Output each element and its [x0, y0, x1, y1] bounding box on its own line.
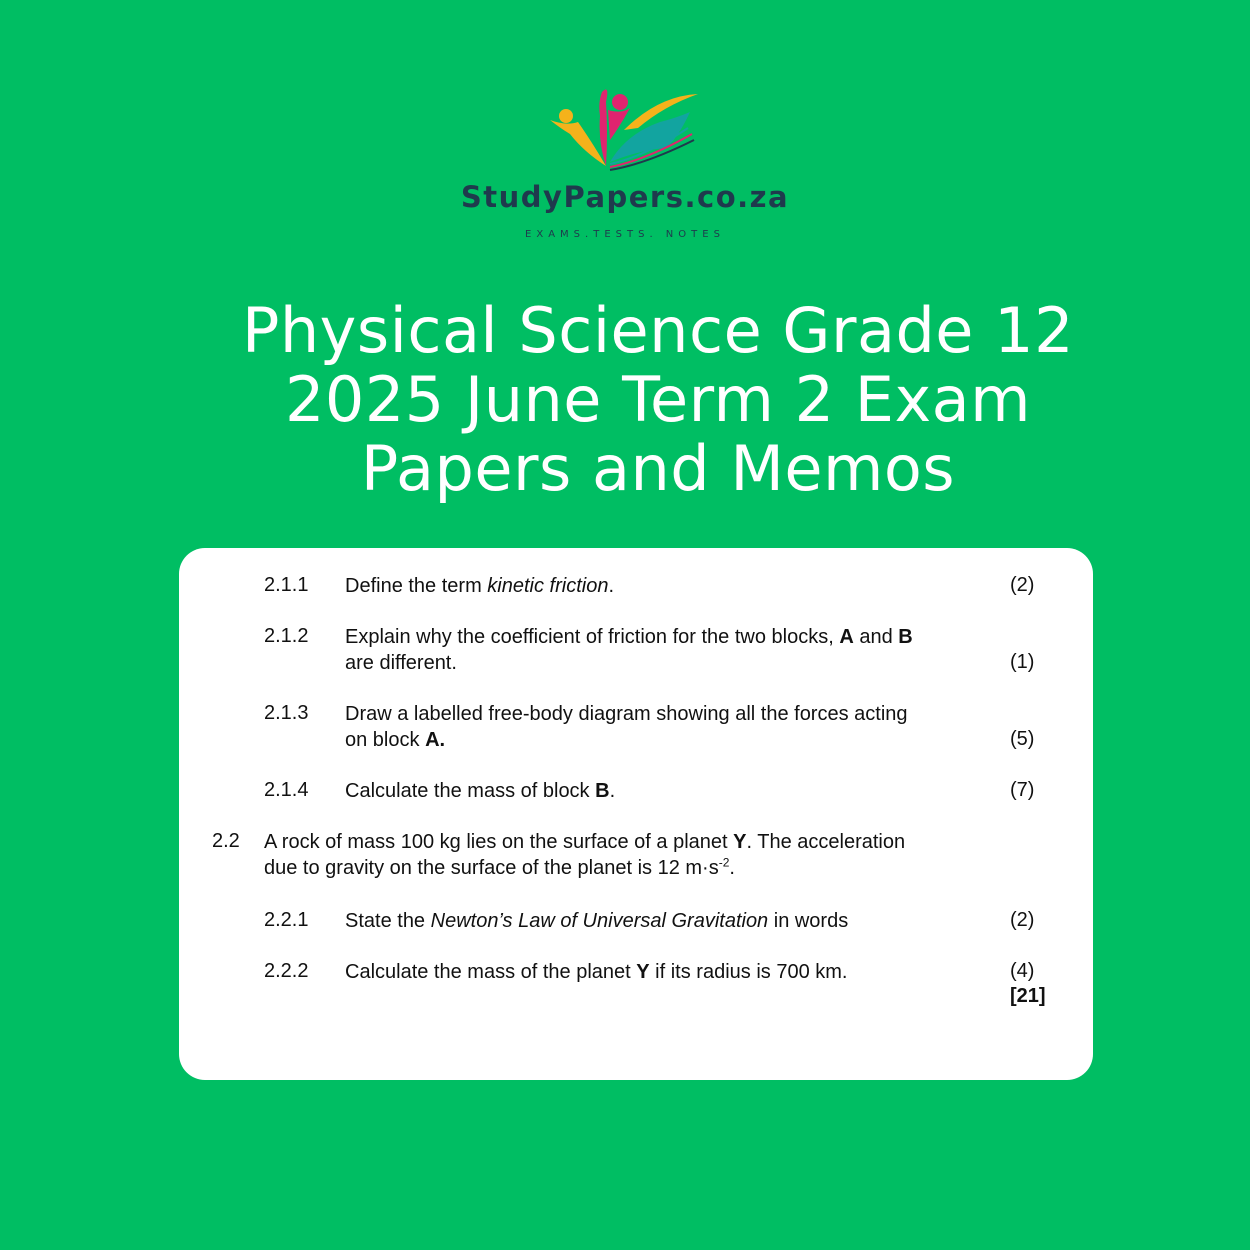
question-number: 2.2.2 [264, 960, 309, 982]
question-text-part: on block [345, 729, 426, 751]
question-text-bold: Y [733, 831, 747, 853]
question-text-italic: Newton’s Law of Universal Gravitation [430, 910, 769, 932]
title-line-3: Papers and Memos [360, 432, 956, 505]
question-text-part: State the [345, 910, 431, 932]
question-text-part: Draw a labelled free-body diagram showing all the forces acting [345, 703, 908, 725]
question-text-part: . [608, 575, 615, 597]
question-text-part: are different. [345, 652, 457, 674]
question-text-part: Define the term [345, 575, 488, 597]
question-text-part: and [853, 626, 899, 648]
page-title [180, 296, 1136, 503]
question-marks: (2) [1010, 574, 1035, 596]
question-text-bold: A. [425, 729, 446, 751]
book-people-logo-icon [548, 82, 703, 172]
question-text-bold: B [595, 780, 610, 802]
question-number: 2.1.1 [264, 574, 309, 596]
brand-tagline: EXAMS.TESTS. NOTES [525, 229, 725, 240]
question-text-part: Calculate the mass of block [345, 780, 596, 802]
question-text-bold: B [898, 626, 913, 648]
question-text-part: A rock of mass 100 kg lies on the surface of a planet [264, 831, 734, 853]
question-number: 2.1.2 [264, 625, 309, 647]
question-text [264, 829, 905, 881]
superscript: -2 [718, 855, 730, 870]
question-card [179, 548, 1093, 1080]
question-text-part: if its radius is 700 km. [649, 961, 848, 983]
question-text-bold: A [839, 626, 854, 648]
title-line-1: Physical Science Grade 12 [241, 294, 1075, 367]
question-text-part: . [729, 857, 735, 879]
question-number: 2.1.3 [264, 702, 309, 724]
question-marks: (1) [1010, 651, 1035, 673]
question-number: 2.2.1 [264, 909, 309, 931]
question-text-bold: Y [636, 961, 650, 983]
total-marks: [21] [1010, 985, 1046, 1007]
question-text [345, 701, 908, 753]
question-text [345, 908, 848, 934]
question-text-part: due to gravity on the surface of the planet is 12 m·s [264, 857, 719, 879]
question-text [345, 573, 614, 599]
question-text-italic: kinetic friction [487, 575, 609, 597]
question-text-part: Explain why the coefficient of friction for the two blocks, [345, 626, 840, 648]
question-text-part: . The acceleration [746, 831, 906, 853]
question-marks: (5) [1010, 728, 1035, 750]
title-line-2: 2025 June Term 2 Exam [284, 363, 1032, 436]
question-marks: (7) [1010, 779, 1035, 801]
question-marks: (4) [1010, 960, 1035, 982]
question-text [345, 959, 847, 985]
question-text-part: Calculate the mass of the planet [345, 961, 637, 983]
question-text-part: . [609, 780, 616, 802]
question-text-part: in words [768, 910, 849, 932]
question-text [345, 778, 615, 804]
question-number: 2.1.4 [264, 779, 309, 801]
question-marks: (2) [1010, 909, 1035, 931]
question-text [345, 624, 913, 676]
question-number: 2.2 [212, 830, 240, 852]
brand-name: StudyPapers.co.za [460, 180, 790, 214]
